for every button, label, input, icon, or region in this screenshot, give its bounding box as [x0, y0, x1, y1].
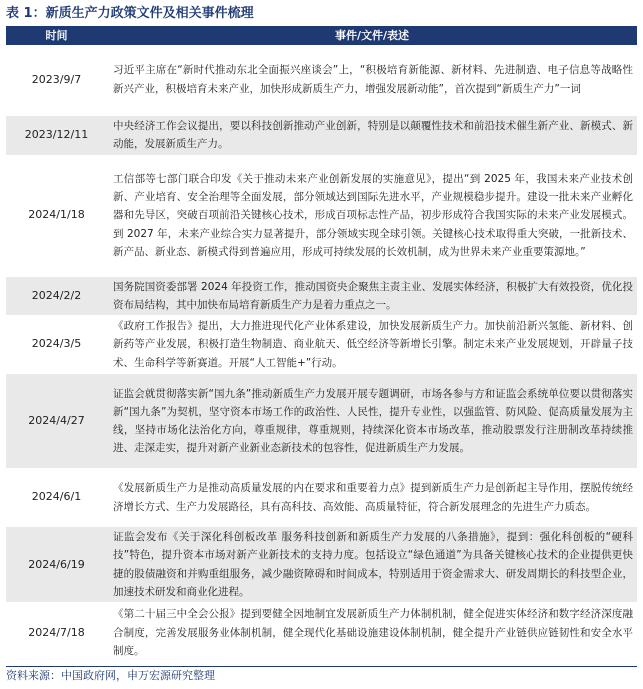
- header-date: 时间: [45, 29, 68, 42]
- row-date: 2023/9/7: [6, 45, 107, 115]
- row-desc: 习近平主席在“新时代推动东北全面振兴座谈会”上，“积极培育新能源、新材料、先进制造、电子信息等战略性新兴产业，积极培育未来产业，加快形成新质生产力，增强发展新动能”，首次提到“新质生产力”一词: [107, 45, 637, 115]
- table-header: [6, 26, 637, 45]
- row-desc: 《第二十届三中全会公报》提到要健全因地制宜发展新质生产力体制机制，健全促进实体经济和数字经济深度融合制度，完善发展服务业体制机制，健全现代化基础设施建设体制机制，健全提升产业链供应链韧性和安全水平制度。: [107, 603, 637, 663]
- row-desc: 工信部等七部门联合印发《关于推动未来产业创新发展的实施意见》，提出“到 2025 年，我国未来产业技术创新、产业培育、安全治理等全面发展，部分领域达到国际先进水平，产业规模稳步提升。建设一批未来产业孵化器和先导区，突破百项前沿关键核心技术，形成百项标志性产品，初步形成符合我国实际的未来产业发展模式。到 2027 年，未来产业综合实力显著提升，部分领域实现全球引领。关键核心技术取得重大突破，一批新技术、新产品、新业态、新模式得到普遍应用，形成可持续发展的长效机制，成为世界未来产业重要策源地。”: [107, 155, 637, 276]
- header-desc: 事件/文件/表述: [334, 29, 410, 42]
- row-desc: 中央经济工作会议提出，要以科技创新推动产业创新，特别是以颠覆性技术和前沿技术催生新产业、新模式、新动能，发展新质生产力。: [107, 115, 637, 155]
- table-row: [6, 469, 637, 527]
- row-date: 2024/4/27: [6, 374, 107, 469]
- table-row: [6, 603, 637, 663]
- table-row: [6, 316, 637, 374]
- row-date: 2023/12/11: [6, 115, 107, 155]
- row-desc: 《发展新质生产力是推动高质量发展的内在要求和重要着力点》提到新质生产力是创新起主导作用，摆脱传统经济增长方式、生产力发展路径，具有高科技、高效能、高质量特征，符合新发展理念的先进生产力质态。: [107, 469, 637, 527]
- table-row: [6, 155, 637, 276]
- row-date: 2024/6/1: [6, 469, 107, 527]
- source-note: 资料来源：中国政府网，申万宏源研究整理: [6, 666, 637, 684]
- table-row: [6, 276, 637, 316]
- policy-table: [6, 26, 637, 663]
- table-row: [6, 527, 637, 603]
- row-desc: 证监会发布《关于深化科创板改革 服务科技创新和新质生产力发展的八条措施》，提到：强化科创板的“硬科技”特色，提升资本市场对新产业新技术的支持力度。包括设立“绿色通道”为具备关键核心技术的企业提供更快捷的股债融资和并购重组服务，减少融资障碍和时间成本，特别适用于资金需求大、研发周期长的科技型企业，加速技术研发和商业化进程。: [107, 527, 637, 603]
- row-date: 2024/6/19: [6, 527, 107, 603]
- row-desc: 《政府工作报告》提出，大力推进现代化产业体系建设，加快发展新质生产力。加快前沿新兴氢能、新材料、创新药等产业发展，积极打造生物制造、商业航天、低空经济等新增长引擎。制定未来产业发展规划，开辟量子技术、生命科学等新赛道。开展“人工智能+”行动。: [107, 316, 637, 374]
- row-date: 2024/7/18: [6, 603, 107, 663]
- table-title: 表 1：新质生产力政策文件及相关事件梳理: [6, 6, 254, 21]
- table-row: [6, 115, 637, 155]
- table-row: [6, 374, 637, 469]
- row-date: 2024/1/18: [6, 155, 107, 276]
- row-desc: 证监会就贯彻落实新“国九条”推动新质生产力发展开展专题调研，市场各参与方和证监会系统单位要以贯彻落实新“国九条”为契机，坚守资本市场工作的政治性、人民性，提升专业性，以强监管、防风险、促高质量发展为主线，坚持市场化法治化方向，尊重规律，尊重规则，持续深化资本市场改革，推动股票发行注册制改革持续推进、走深走实，提升对新产业新业态新技术的包容性，促进新质生产力发展。: [107, 374, 637, 469]
- row-date: 2024/3/5: [6, 316, 107, 374]
- table-row: [6, 45, 637, 115]
- row-date: 2024/2/2: [6, 276, 107, 316]
- row-desc: 国务院国资委部署 2024 年投资工作，推动国资央企聚焦主责主业、发展实体经济，积极扩大有效投资，优化投资布局结构，其中加快布局培育新质生产力是着力重点之一。: [107, 276, 637, 316]
